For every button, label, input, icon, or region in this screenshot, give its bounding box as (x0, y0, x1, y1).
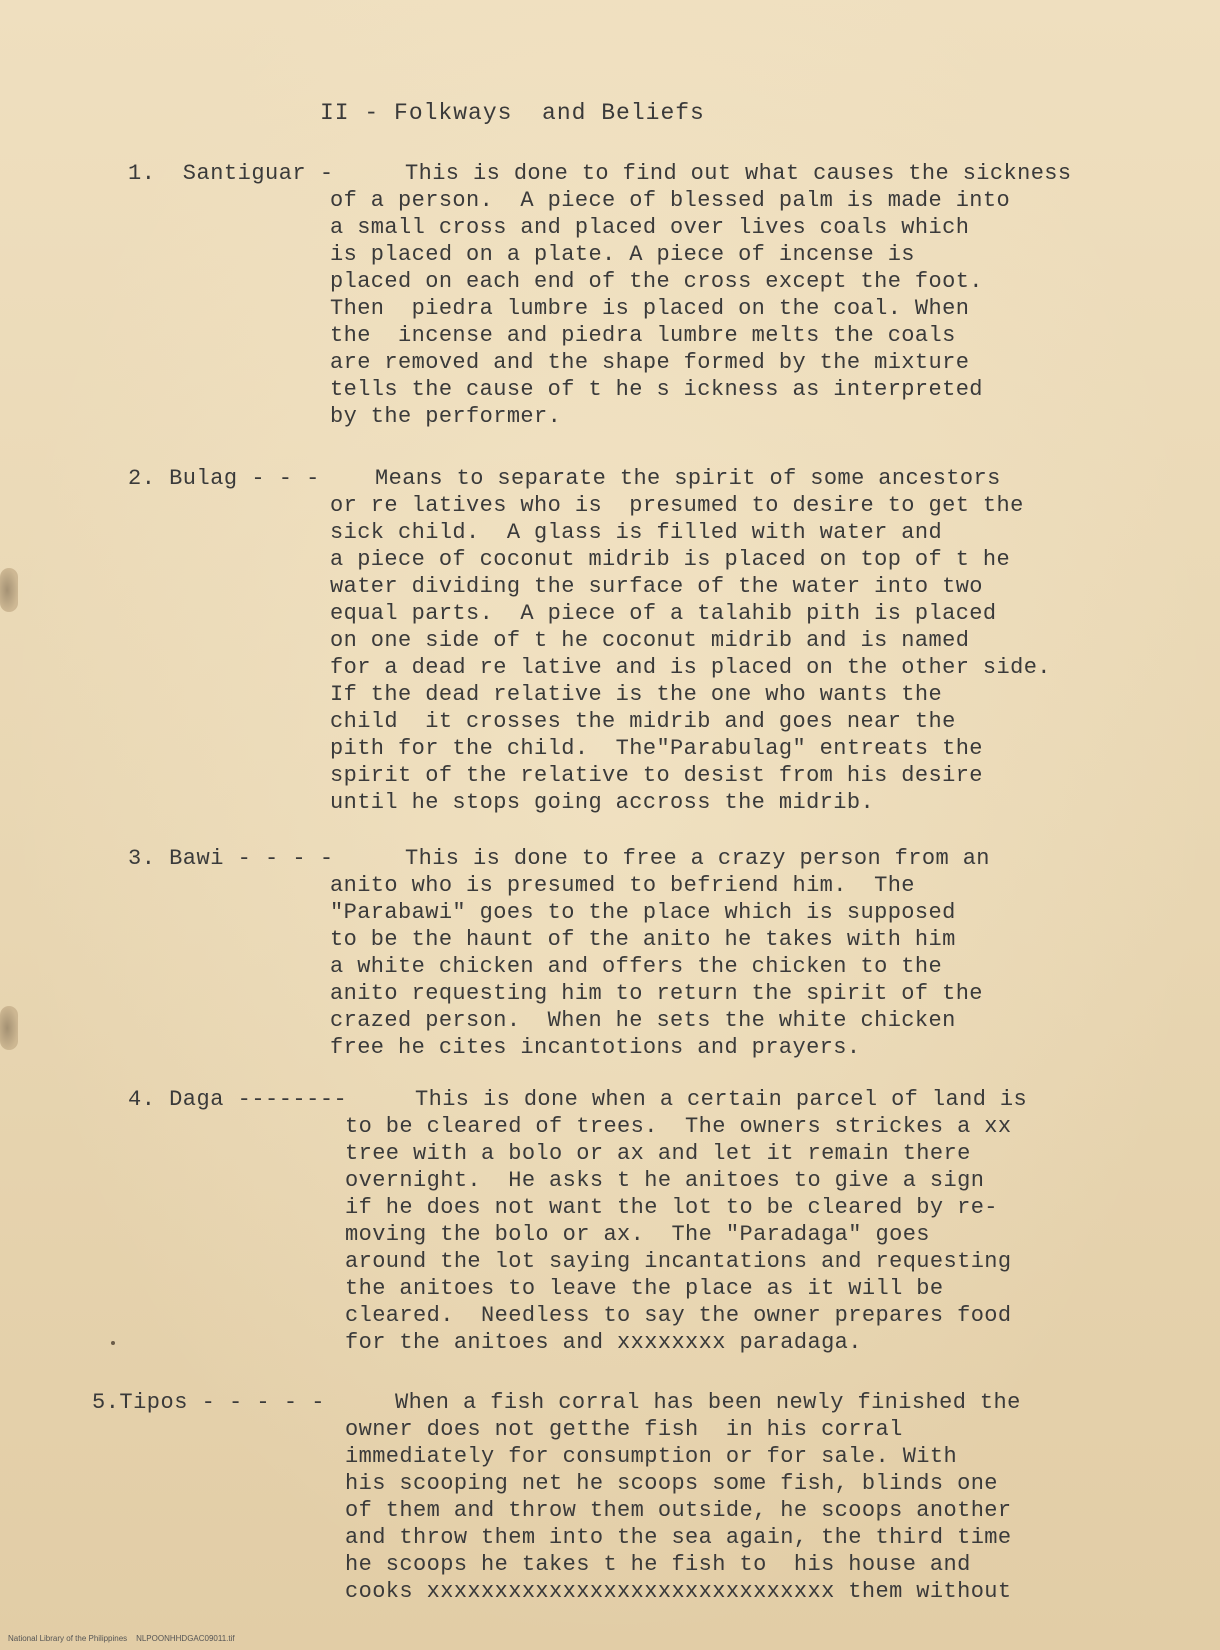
entry-line: "Parabawi" goes to the place which is supposed (330, 900, 956, 925)
entry-line: cleared. Needless to say the owner prepares food (345, 1303, 1012, 1328)
entry-line: of them and throw them outside, he scoops another (345, 1498, 1012, 1523)
entry-line: free he cites incantotions and prayers. (330, 1035, 861, 1060)
entry-line: are removed and the shape formed by the mixture (330, 350, 970, 375)
entry-line: he scoops he takes t he fish to his house and (345, 1552, 971, 1577)
entry-line: the incense and piedra lumbre melts the coals (330, 323, 956, 348)
punch-hole-bottom (0, 1006, 18, 1050)
entry-line: cooks xxxxxxxxxxxxxxxxxxxxxxxxxxxxxx them without (345, 1579, 1012, 1604)
entry-line: This is done to find out what causes the sickness (405, 161, 1072, 186)
entry-line: a white chicken and offers the chicken to the (330, 954, 943, 979)
entry-line: If the dead relative is the one who wants the (330, 682, 943, 707)
entry-line: tree with a bolo or ax and let it remain there (345, 1141, 971, 1166)
entry-line: for a dead re lative and is placed on the other side. (330, 655, 1051, 680)
entry-line: This is done to free a crazy person from an (405, 846, 990, 871)
entry-line: When a fish corral has been newly finished the (395, 1390, 1021, 1415)
entry-line: a small cross and placed over lives coals which (330, 215, 970, 240)
entry-line: child it crosses the midrib and goes near the (330, 709, 956, 734)
entry-label: 1. Santiguar - (128, 161, 334, 186)
entry-line: and throw them into the sea again, the third time (345, 1525, 1012, 1550)
entry-line: anito requesting him to return the spirit of the (330, 981, 983, 1006)
entry-line: is placed on a plate. A piece of incense is (330, 242, 915, 267)
entry-line: a piece of coconut midrib is placed on top of t he (330, 547, 1011, 572)
entry-label: 5.Tipos - - - - - (92, 1390, 325, 1415)
scan-footer: National Library of the Philippines NLPOONHHDGAC09011.tif (8, 1634, 235, 1643)
page-heading: II - Folkways and Beliefs (320, 100, 705, 126)
entry-line: Means to separate the spirit of some ancestors (375, 466, 1001, 491)
entry-line: sick child. A glass is filled with water and (330, 520, 943, 545)
ink-spot (111, 1341, 115, 1345)
entry-line: if he does not want the lot to be cleared by re- (345, 1195, 998, 1220)
entry-label: 3. Bawi - - - - (128, 846, 334, 871)
entry-line: to be the haunt of the anito he takes with him (330, 927, 956, 952)
entry-line: on one side of t he coconut midrib and is named (330, 628, 970, 653)
entry-line: anito who is presumed to befriend him. The (330, 873, 915, 898)
entry-line: crazed person. When he sets the white chicken (330, 1008, 956, 1033)
entry-line: of a person. A piece of blessed palm is made into (330, 188, 1011, 213)
entry-line: until he stops going accross the midrib. (330, 790, 875, 815)
entry-line: owner does not getthe fish in his corral (345, 1417, 903, 1442)
entry-line: moving the bolo or ax. The "Paradaga" goes (345, 1222, 930, 1247)
entry-label: 4. Daga -------- (128, 1087, 348, 1112)
entry-line: to be cleared of trees. The owners strickes a xx (345, 1114, 1012, 1139)
entry-label: 2. Bulag - - - (128, 466, 320, 491)
entry-line: the anitoes to leave the place as it will be (345, 1276, 944, 1301)
entry-line: for the anitoes and xxxxxxxx paradaga. (345, 1330, 862, 1355)
entry-line: immediately for consumption or for sale. With (345, 1444, 958, 1469)
entry-line: around the lot saying incantations and requesting (345, 1249, 1012, 1274)
entry-line: This is done when a certain parcel of land is (415, 1087, 1028, 1112)
entry-line: pith for the child. The"Parabulag" entreats the (330, 736, 983, 761)
entry-line: tells the cause of t he s ickness as interpreted (330, 377, 983, 402)
entry-line: Then piedra lumbre is placed on the coal. When (330, 296, 970, 321)
entry-line: water dividing the surface of the water into two (330, 574, 983, 599)
entry-line: placed on each end of the cross except the foot. (330, 269, 983, 294)
entry-line: by the performer. (330, 404, 562, 429)
entry-line: spirit of the relative to desist from his desire (330, 763, 983, 788)
entry-line: or re latives who is presumed to desire to get the (330, 493, 1024, 518)
punch-hole-top (0, 568, 18, 612)
entry-line: equal parts. A piece of a talahib pith is placed (330, 601, 997, 626)
entry-line: his scooping net he scoops some fish, blinds one (345, 1471, 998, 1496)
entry-line: overnight. He asks t he anitoes to give a sign (345, 1168, 985, 1193)
